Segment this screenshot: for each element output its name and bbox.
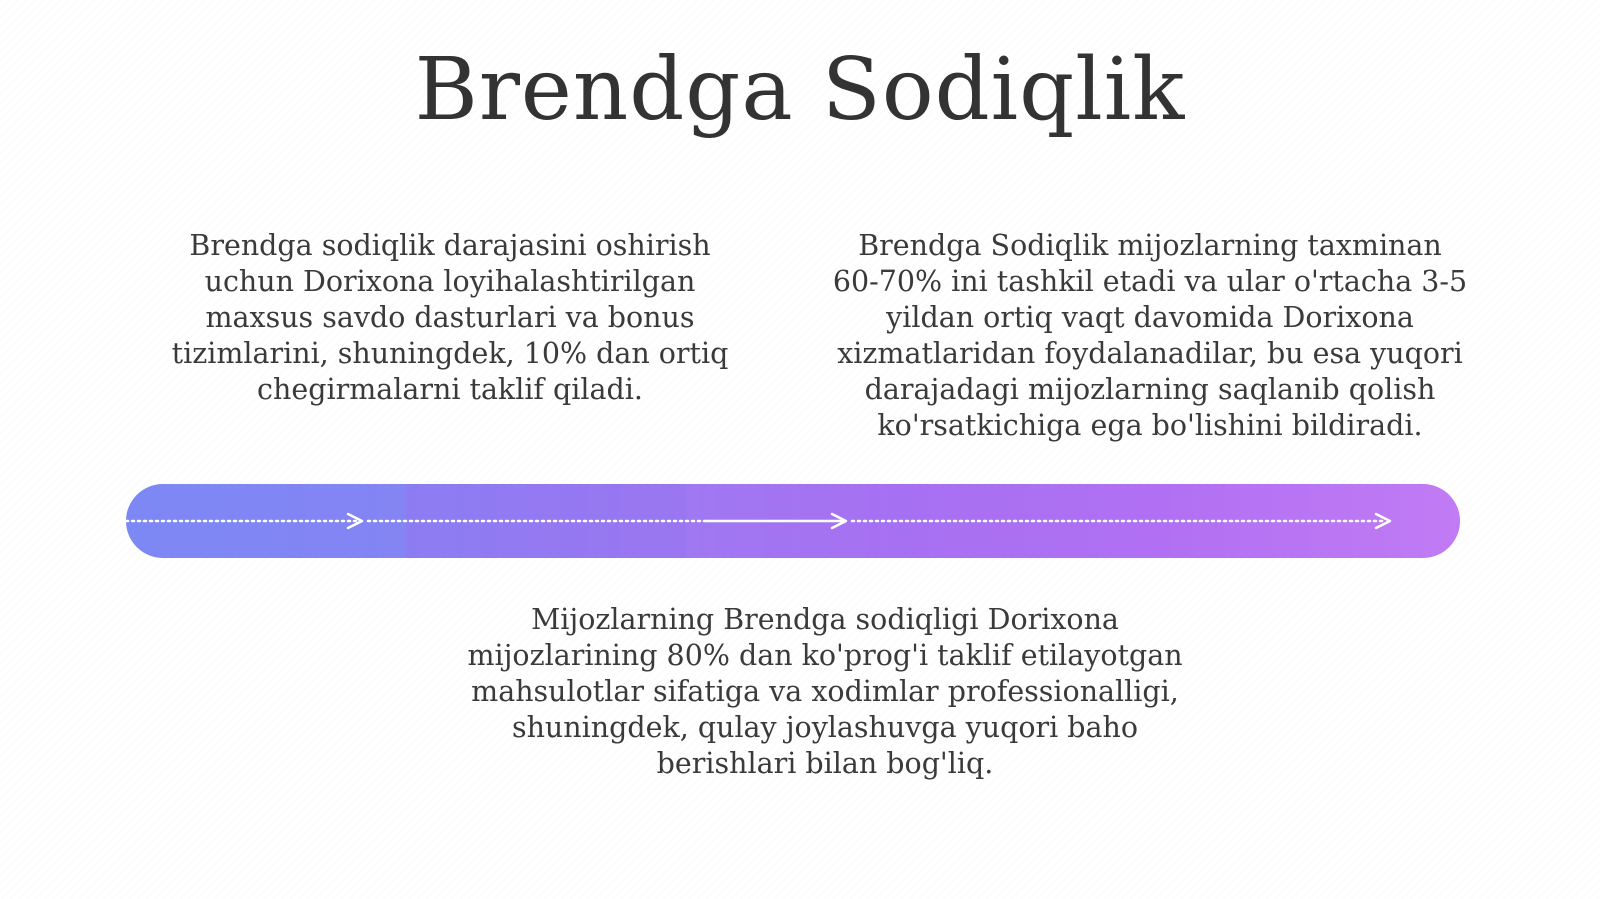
slide-title: Brendga Sodiqlik <box>414 40 1186 140</box>
text-block-left: Brendga sodiqlik darajasini oshirish uchun Dorixona loyihalashtirilgan maxsus savdo dasturlari va bonus tizimlarini, shuningdek, 10% dan ortiq chegirmalarni taklif qiladi. <box>171 229 729 406</box>
timeline-arrows <box>126 484 1460 558</box>
text-block-right: Brendga Sodiqlik mijozlarning taxminan 60-70% ini tashkil etadi va ular o'rtacha 3-5 yildan ortiq vaqt davomida Dorixona xizmatlaridan foydalanadilar, bu esa yuqori darajadagi mijozlarning saqlanib qolish ko'rsatkichiga ega bo'lishini bildiradi. <box>832 229 1468 442</box>
text-block-bottom: Mijozlarning Brendga sodiqligi Dorixona mijozlarining 80% dan ko'prog'i taklif etilayotgan mahsulotlar sifatiga va xodimlar professionalligi, shuningdek, qulay joylashuvga yuqori baho berishlari bilan bog'liq. <box>467 603 1183 780</box>
